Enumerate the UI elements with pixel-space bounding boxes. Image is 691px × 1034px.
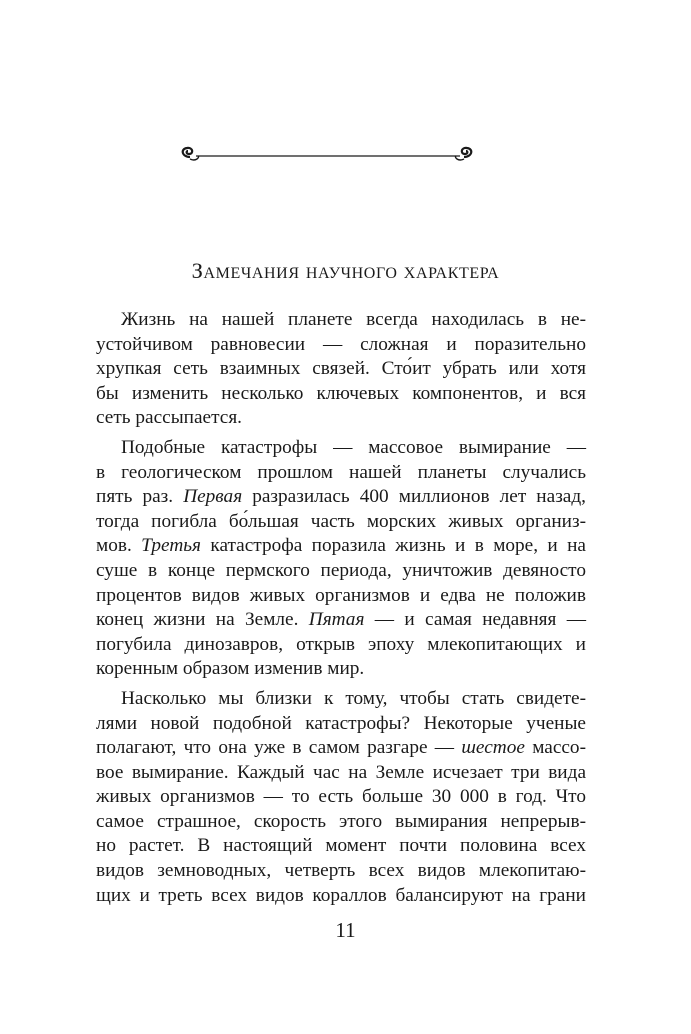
paragraph	[96, 436, 586, 682]
text-line: погубила динозавров, открыв эпоху млекопитающих и	[96, 633, 586, 655]
text-line: Насколько мы близки к тому, чтобы стать свидете-	[121, 687, 586, 709]
ornamental-divider	[176, 143, 478, 167]
text-line: в геологическом прошлом нашей планеты случались	[96, 461, 586, 483]
text-line: самое страшное, скорость этого вымирания непрерыв-	[96, 810, 586, 832]
text-line: лями новой подобной катастрофы? Некоторые ученые	[96, 712, 586, 734]
text-line: видов земноводных, четверть всех видов млекопитаю-	[96, 860, 586, 882]
text-line: конец жизни на Земле. Пятая — и самая недавняя —	[96, 609, 586, 631]
chapter-title: Замечания научного характера	[191, 258, 500, 283]
text-line: живых организмов — то есть больше 30 000 в год. Что	[96, 786, 586, 808]
text-line: полагают, что она уже в самом разгаре — шестое массо-	[96, 737, 586, 759]
text-line: щих и треть всех видов кораллов балансируют на грани	[96, 884, 586, 906]
text-line: но растет. В настоящий момент почти половина всех	[96, 835, 586, 857]
text-line: Жизнь на нашей планете всегда находилась в не-	[121, 309, 586, 330]
left-swirl-icon	[183, 148, 199, 160]
text-line: суше в конце пермского периода, уничтожив девяносто	[96, 559, 586, 581]
text-line: сеть рассыпается.	[96, 407, 243, 429]
body-text	[96, 308, 586, 908]
text-line: Подобные катастрофы — массовое вымирание —	[121, 436, 586, 458]
paragraph	[96, 308, 586, 431]
text-line: бы изменить несколько ключевых компонентов, и вся	[96, 382, 586, 404]
text-line: хрупкая сеть взаимных связей. Сто́ит убрать или хотя	[96, 358, 586, 380]
right-swirl-icon	[455, 148, 471, 160]
paragraph	[96, 687, 586, 908]
text-line: тогда погибла бо́льшая часть морских живых организ-	[96, 510, 586, 532]
text-line: устойчивом равновесии — сложная и поразительно	[96, 333, 586, 355]
text-line: процентов видов живых организмов и едва не положив	[96, 584, 586, 606]
text-line: вое вымирание. Каждый час на Земле исчезает три вида	[96, 761, 586, 783]
text-line: пять раз. Первая разразилась 400 миллионов лет назад,	[96, 486, 586, 508]
page-number: 11	[335, 918, 356, 942]
text-line: коренным образом изменив мир.	[96, 658, 365, 680]
text-line: мов. Третья катастрофа поразила жизнь и в море, и на	[96, 535, 586, 557]
